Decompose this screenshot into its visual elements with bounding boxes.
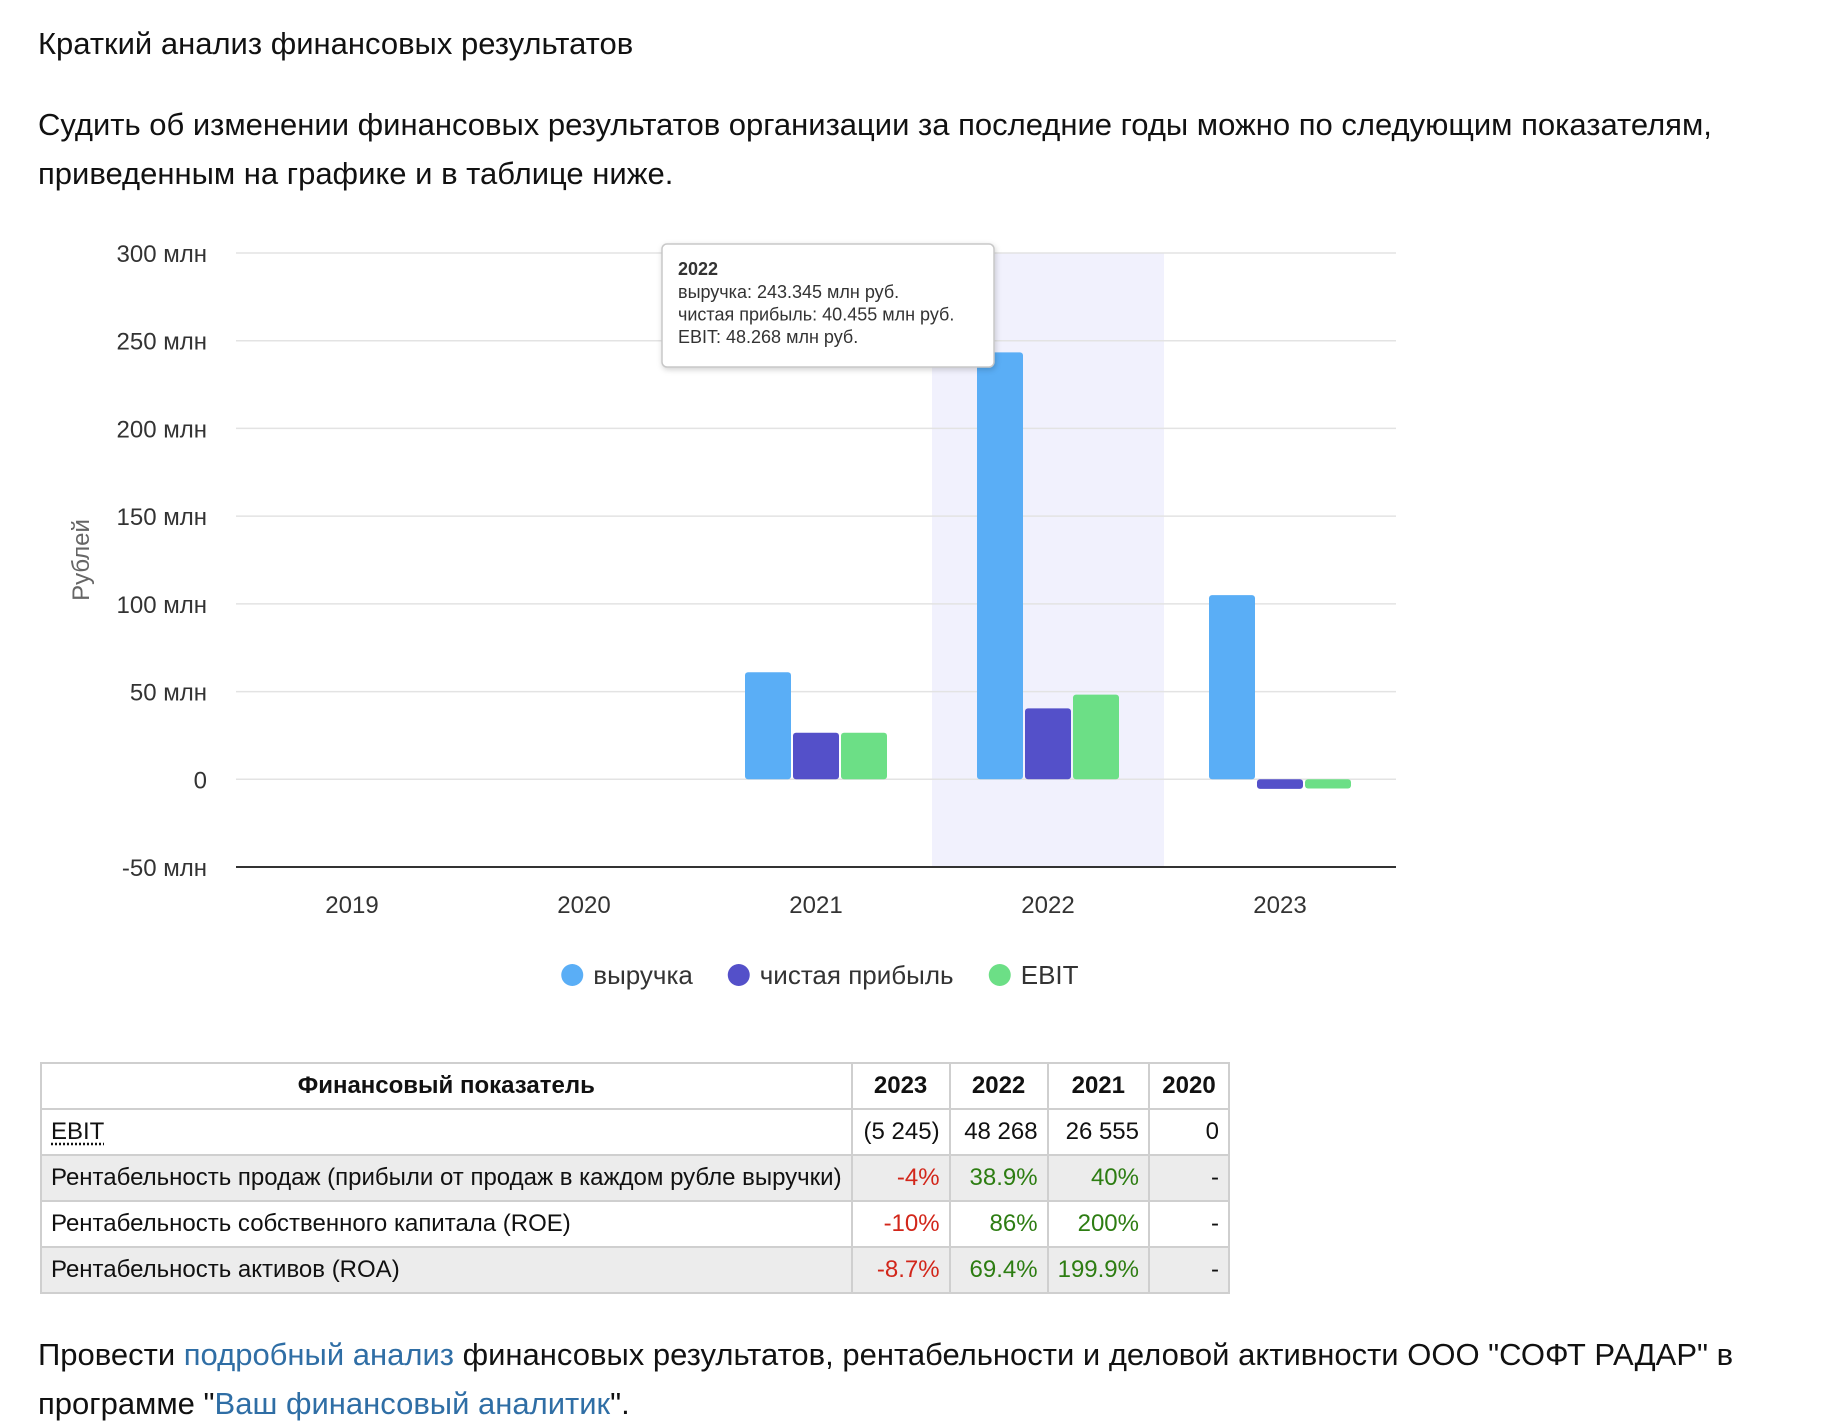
y-tick-label: 200 млн	[116, 416, 207, 444]
cell-value: -8.7%	[852, 1247, 950, 1293]
table-row-sales-profitability	[41, 1155, 1229, 1201]
bar-чистая-прибыль-2022	[1025, 708, 1071, 779]
y-tick-label: 0	[193, 767, 207, 795]
row-name[interactable]	[41, 1109, 852, 1155]
y-axis-title: Рублей	[68, 519, 95, 601]
x-tick-label: 2023	[1253, 892, 1307, 919]
legend-label: EBIT	[1020, 960, 1079, 990]
x-tick-label: 2019	[325, 892, 379, 919]
table-header-year: 2021	[1048, 1063, 1149, 1109]
y-tick-label: 150 млн	[116, 504, 207, 532]
section-title: Краткий анализ финансовых результатов	[38, 26, 634, 61]
cell-value: 200%	[1048, 1201, 1149, 1247]
legend-label: чистая прибыль	[759, 960, 954, 990]
y-tick-label: 100 млн	[116, 591, 207, 619]
cell-value: (5 245)	[852, 1109, 950, 1155]
cell-value: -	[1149, 1201, 1229, 1247]
footer-text-part: Провести	[38, 1337, 184, 1372]
legend-item	[989, 960, 1079, 990]
cell-value: -10%	[852, 1201, 950, 1247]
footer-text-part: финансовых результатов, рентабельности и деловой активности ООО "СОФТ РАДАР" в программе "	[38, 1337, 1734, 1421]
footer-paragraph	[38, 1330, 1828, 1428]
cell-value: 86%	[950, 1201, 1048, 1247]
y-tick-label: -50 млн	[121, 855, 207, 882]
cell-value: 26 555	[1048, 1109, 1149, 1155]
chart-tooltip	[662, 244, 994, 367]
bar-EBIT-2023	[1305, 779, 1351, 788]
intro-paragraph: Судить об изменении финансовых результатов организации за последние годы можно по следующим показателям, приведенным на графике и в таблице ниже.	[38, 107, 1712, 191]
table-row-ebit	[41, 1109, 1229, 1155]
legend-item	[728, 960, 954, 990]
tooltip-line: EBIT: 48.268 млн руб.	[678, 327, 859, 347]
row-name: Рентабельность собственного капитала (ROE)	[41, 1201, 852, 1247]
legend-marker	[728, 964, 750, 986]
bar-выручка-2023	[1209, 595, 1255, 779]
tooltip-line: выручка: 243.345 млн руб.	[678, 282, 900, 302]
legend-marker	[989, 964, 1011, 986]
bar-выручка-2022	[977, 352, 1023, 779]
y-tick-label: 250 млн	[116, 328, 207, 356]
bar-чистая-прибыль-2023	[1257, 779, 1303, 789]
table-header-indicator: Финансовый показатель	[41, 1063, 852, 1109]
financial-analyst-link[interactable]: Ваш финансовый аналитик	[214, 1386, 611, 1421]
cell-value: -	[1149, 1155, 1229, 1201]
bar-EBIT-2022	[1073, 695, 1119, 780]
table-header-year: 2023	[852, 1063, 950, 1109]
legend-label: выручка	[593, 960, 693, 990]
tooltip-title: 2022	[678, 259, 719, 279]
bar-EBIT-2021	[841, 733, 887, 780]
tooltip-line: чистая прибыль: 40.455 млн руб.	[678, 304, 955, 325]
table-row-roe	[41, 1201, 1229, 1247]
ebit-abbreviation[interactable]: EBIT	[51, 1118, 105, 1145]
footer-text-part: ".	[610, 1386, 630, 1421]
cell-value: 69.4%	[950, 1247, 1048, 1293]
chart-svg	[0, 220, 1844, 1040]
row-name: Рентабельность активов (ROA)	[41, 1247, 852, 1293]
bar-чистая-прибыль-2021	[793, 733, 839, 779]
row-name: Рентабельность продаж (прибыли от продаж в каждом рубле выручки)	[41, 1155, 852, 1201]
bar-выручка-2021	[745, 672, 791, 779]
y-tick-label: 300 млн	[116, 241, 207, 268]
y-tick-label: 50 млн	[129, 679, 207, 707]
x-tick-label: 2022	[1021, 892, 1075, 919]
cell-value: 40%	[1048, 1155, 1149, 1201]
legend-marker	[561, 964, 583, 986]
cell-value: 0	[1149, 1109, 1229, 1155]
x-tick-label: 2020	[557, 892, 611, 919]
financial-indicators-table	[40, 1062, 1230, 1294]
table-row-roa	[41, 1247, 1229, 1293]
legend-item	[561, 960, 693, 990]
detailed-analysis-link[interactable]: подробный анализ	[183, 1337, 454, 1372]
x-tick-label: 2021	[789, 892, 843, 919]
cell-value: -4%	[852, 1155, 950, 1201]
cell-value: 48 268	[950, 1109, 1048, 1155]
table-header-year: 2022	[950, 1063, 1048, 1109]
financial-results-chart	[0, 220, 1844, 1040]
cell-value: 199.9%	[1048, 1247, 1149, 1293]
cell-value: 38.9%	[950, 1155, 1048, 1201]
table-header-row	[41, 1063, 1229, 1109]
table-header-year: 2020	[1149, 1063, 1229, 1109]
cell-value: -	[1149, 1247, 1229, 1293]
